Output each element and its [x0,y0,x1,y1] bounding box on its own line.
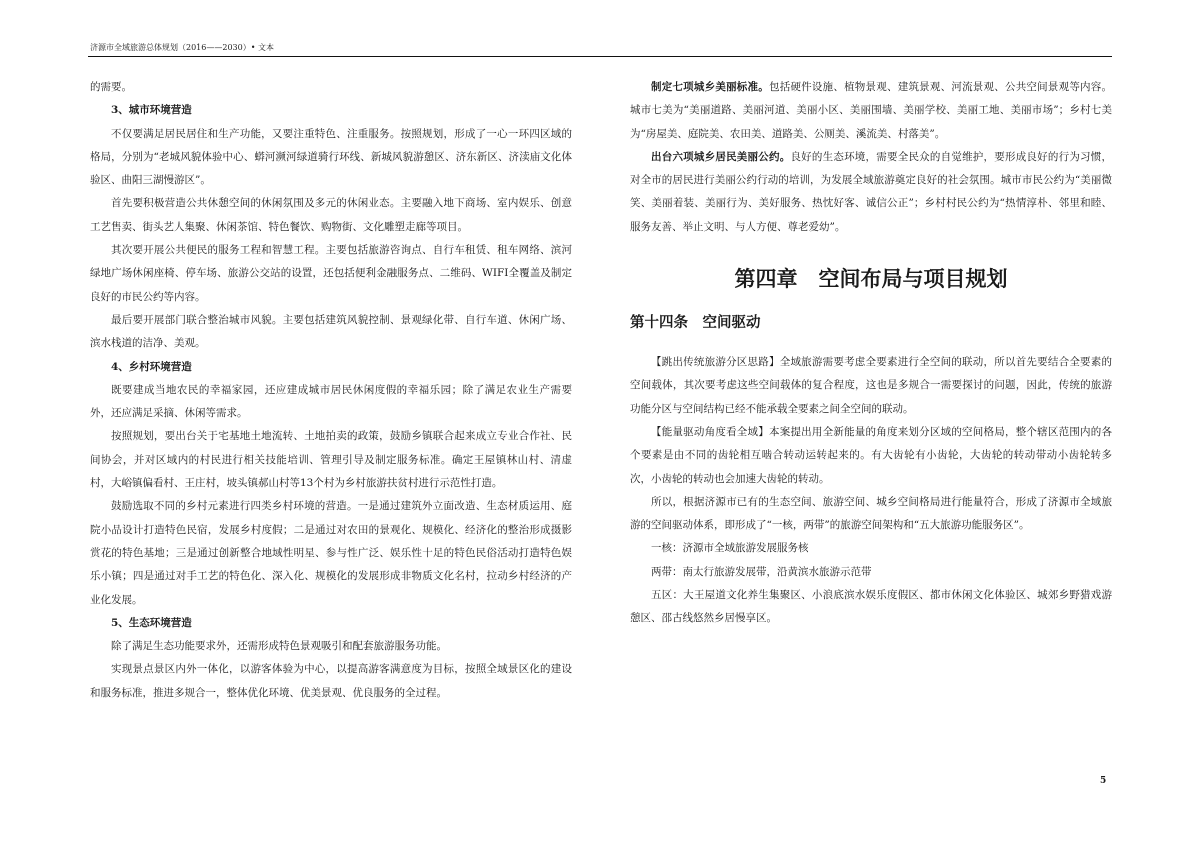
subheading-ecological-environment: 5、生态环境营造 [111,616,192,629]
subheading-city-environment: 3、城市环境营造 [111,104,192,117]
paragraph: 所以，根据济源市已有的生态空间、旅游空间、城乡空间格局进行能量符合，形成了济源市全域旅游的空间驱动体系，即形成了“一核，两带”的旅游空间架构和“五大旅游功能服务区”。 [630,495,1112,532]
left-column [90,76,572,705]
paragraph: 【能量驱动角度看全域】本案提出用全新能量的角度来划分区域的空间格局，整个辖区范围内的各个要素是由不同的齿轮相互啮合转动运转起来的。有大齿轮有小齿轮，大齿轮的转动带动小齿轮转多次，小齿轮的转动也会加速大齿轮的转动。 [630,425,1112,485]
paragraph: 不仅要满足居民居住和生产功能，又要注重特色、注重服务。按照规划，形成了一心一环四区域的格局，分别为“老城风貌体验中心、蟒河濒河绿道骑行环线、新城风貌游憩区、济东新区、济渎庙文化体验区、曲阳三湖慢游区”。 [90,127,572,187]
header-rule [88,56,1112,57]
right-column [630,76,1112,631]
paragraph: 鼓励选取不同的乡村元素进行四类乡村环境的营造。一是通过建筑外立面改造、生态材质运用、庭院小品设计打造特色民宿，发展乡村度假；二是通过对农田的景观化、规模化、经济化的整治形成摄影赏花的特色基地；三是通过创新整合地域性明星、参与性广泛、娱乐性十足的特色民俗活动打造特色娱乐小镇；四是通过对手工艺的特色化、深入化、规模化的发展形成非物质文化名村，拉动乡村经济的产业化发展。 [90,500,572,606]
paragraph-beauty-conventions [630,146,1112,239]
body-text: 包括硬件设施、植物景观、建筑景观、河流景观、公共空间景观等内容。城市七美为“美丽道路、美丽河道、美丽小区、美丽围墙、美丽学校、美丽工地、美丽市场”；乡村七美为“房屋美、庭院美、农田美、道路美、公厕美、溪流美、村落美”。 [630,81,1113,140]
list-item-belts: 两带：南太行旅游发展带，沿黄滨水旅游示范带 [651,565,872,578]
list-item-core: 一核：济源市全域旅游发展服务核 [651,542,809,555]
body-text: 良好的生态环境，需要全民众的自觉维护，要形成良好的行为习惯，对全市的居民进行美丽公约行动的培训，为发展全域旅游奠定良好的社会氛围。城市市民公约为“美丽微笑、美丽着装、美丽行为、美好服务、热忱好客、诚信公正”；乡村村民公约为“热情淳朴、邻里和睦、服务友善、举止文明、与人方便、尊老爱幼”。 [630,150,1113,233]
paragraph: 【跳出传统旅游分区思路】全域旅游需要考虑全要素进行全空间的联动，所以首先要结合全要素的空间载体，其次要考虑这些空间载体的复合程度，这也是多规合一需要探讨的问题，因此，传统的旅游功能分区与空间结构已经不能承载全要素之间全空间的联动。 [630,356,1112,415]
paragraph: 的需要。 [90,81,132,93]
paragraph-beauty-standards [630,76,1112,146]
paragraph: 既要建成当地农民的幸福家园，还应建成城市居民休闲度假的幸福乐园；除了满足农业生产需要外，还应满足采摘、休闲等需求。 [90,383,572,420]
page-number: 5 [1100,776,1107,786]
chapter-title: 第四章 空间布局与项目规划 [734,267,1008,292]
paragraph: 其次要开展公共便民的服务工程和智慧工程。主要包括旅游咨询点、自行车租赁、租车网络、滨河绿地广场休闲座椅、停车场、旅游公交站的设置，还包括便利金融服务点、二维码、WIFI全覆盖及制定良好的市民公约等内容。 [90,244,572,303]
paragraph: 除了满足生态功能要求外，还需形成特色景观吸引和配套旅游服务功能。 [111,640,447,653]
paragraph: 按照规划，要出台关于宅基地土地流转、土地拍卖的政策，鼓励乡镇联合起来成立专业合作社、民间协会，并对区域内的村民进行相关技能培训、管理引导及制定服务标准。确定王屋镇林山村、清虚村，大峪镇偏看村、王庄村，坡头镇郝山村等13个村为乡村旅游扶贫村进行示范性打造。 [90,430,572,490]
lead-text: 出台六项城乡居民美丽公约。 [651,150,791,163]
section-title: 第十四条 空间驱动 [630,315,761,332]
paragraph: 实现景点景区内外一体化，以游客体验为中心，以提高游客满意度为目标，按照全域景区化的建设和服务标准，推进多规合一，整体优化环境、优美景观、优良服务的全过程。 [90,663,572,699]
running-header: 济源市全域旅游总体规划（2016——2030）• 文本 [90,43,274,52]
lead-text: 制定七项城乡美丽标准。 [651,81,769,93]
list-item-zones: 五区：大王屋道文化养生集聚区、小浪底滨水娱乐度假区、都市休闲文化体验区、城郊乡野猎戏游憩区、邵古线悠然乡居慢享区。 [630,589,1112,625]
subheading-rural-environment: 4、乡村环境营造 [111,360,192,373]
spacer [630,333,1112,351]
paragraph: 最后要开展部门联合整治城市风貌。主要包括建筑风貌控制、景观绿化带、自行车道、休闲广场、滨水栈道的洁净、美观。 [90,313,572,350]
paragraph: 首先要积极营造公共休憩空间的休闲氛围及多元的休闲业态。主要融入地下商场、室内娱乐、创意工艺售卖、街头艺人集聚、休闲茶馆、特色餐饮、购物街、文化雕塑走廊等项目。 [90,197,572,233]
